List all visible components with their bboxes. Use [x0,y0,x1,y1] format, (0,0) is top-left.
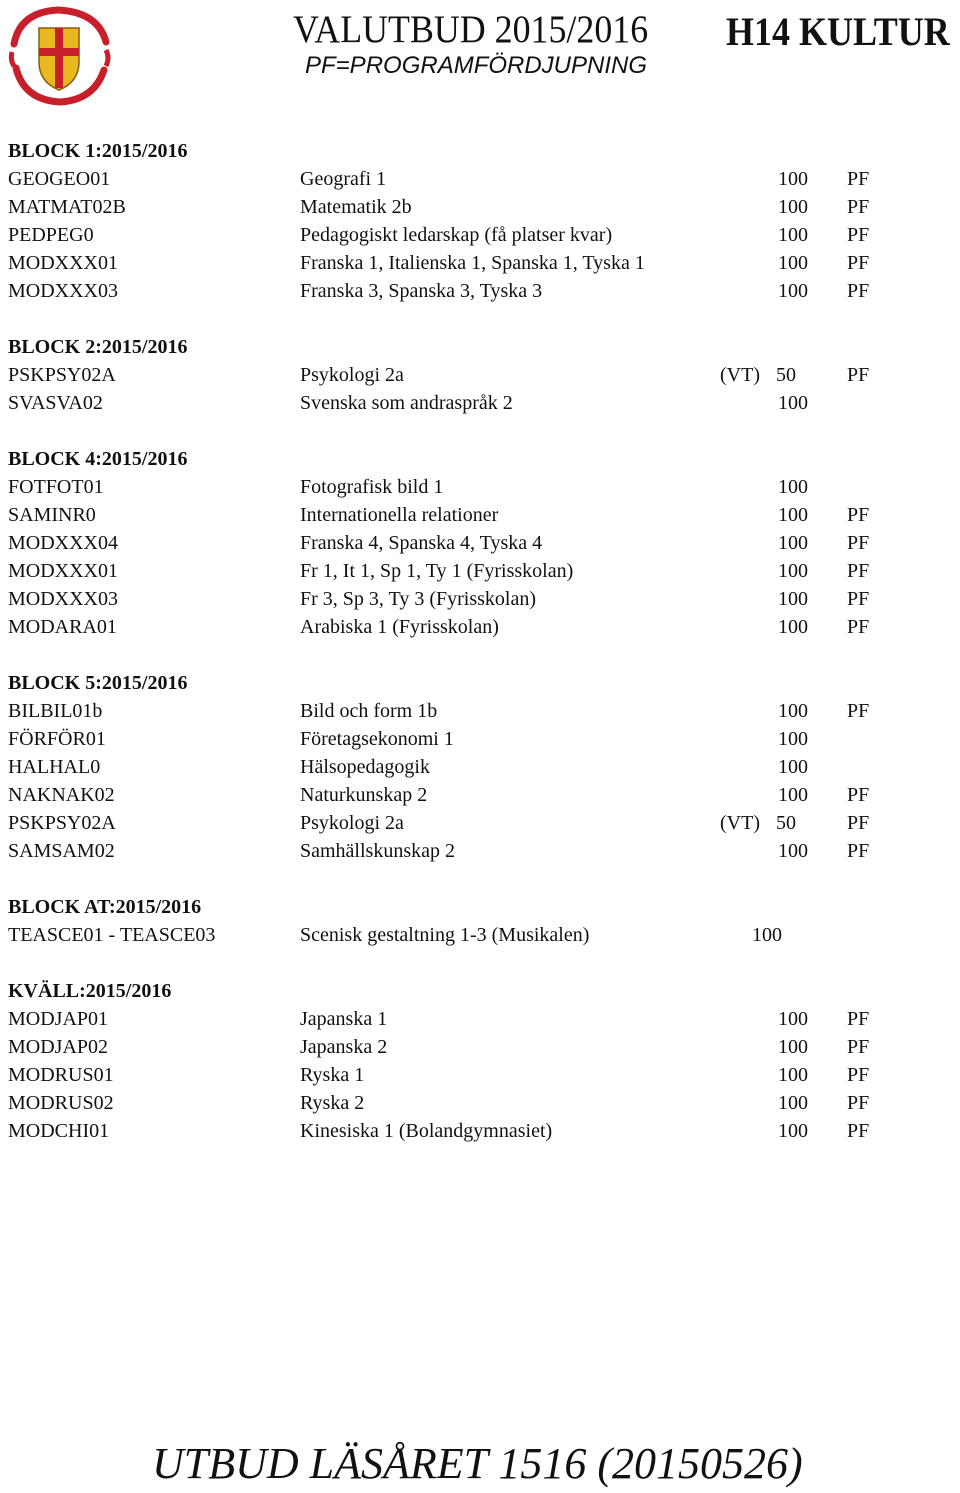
course-name: Svenska som andraspråk 2 [300,392,513,414]
course-name: Franska 4, Spanska 4, Tyska 4 [300,532,543,554]
program-label: H14 KULTUR [726,9,950,54]
block-title: KVÄLL:2015/2016 [8,980,172,1002]
course-row [0,165,960,193]
course-name: Arabiska 1 (Fyrisskolan) [300,616,499,638]
course-code: TEASCE01 - TEASCE03 [8,924,216,946]
course-code: MODXXX03 [8,588,118,610]
course-name: Fotografisk bild 1 [300,476,444,498]
block-title: BLOCK 2:2015/2016 [8,336,188,358]
course-points: 100 [778,224,808,246]
course-row [0,249,960,277]
course-name: Psykologi 2a [300,364,404,386]
pf-legend: PF=PROGRAMFÖRDJUPNING [305,52,648,79]
pf-marker: PF [847,280,870,302]
pf-marker: PF [847,364,870,386]
course-points: 100 [778,504,808,526]
course-row [0,1033,960,1061]
course-name: Fr 1, It 1, Sp 1, Ty 1 (Fyrisskolan) [300,560,574,582]
course-points: 100 [778,756,808,778]
course-code: MODXXX04 [8,532,118,554]
course-name: Samhällskunskap 2 [300,840,455,862]
course-row [0,921,960,949]
course-row [0,809,960,837]
course-blocks [0,137,960,1173]
course-row [0,585,960,613]
course-points: 100 [778,1036,808,1058]
course-row [0,277,960,305]
course-row [0,473,960,501]
pf-marker: PF [847,1120,870,1142]
pf-marker: PF [847,1036,870,1058]
course-row [0,837,960,865]
course-code: HALHAL0 [8,756,101,778]
course-points: 100 [778,1092,808,1114]
term-note: (VT) [720,364,760,386]
course-row [0,193,960,221]
course-row [0,361,960,389]
course-code: FÖRFÖR01 [8,728,106,750]
block-kvall [0,977,960,1145]
course-code: PSKPSY02A [8,364,116,386]
course-code: SVASVA02 [8,392,103,414]
course-name: Fr 3, Sp 3, Ty 3 (Fyrisskolan) [300,588,537,610]
course-row [0,221,960,249]
course-name: Kinesiska 1 (Bolandgymnasiet) [300,1120,553,1142]
course-points: 100 [778,840,808,862]
course-code: MODXXX03 [8,280,118,302]
pf-marker: PF [847,1092,870,1114]
pf-marker: PF [847,1008,870,1030]
course-points: 100 [778,168,808,190]
course-row [0,501,960,529]
course-name: Pedagogiskt ledarskap (få platser kvar) [300,224,613,246]
course-row [0,697,960,725]
course-row [0,753,960,781]
block-title: BLOCK AT:2015/2016 [8,896,202,918]
pf-marker: PF [847,616,870,638]
course-code: SAMINR0 [8,504,96,526]
pf-marker: PF [847,560,870,582]
course-points: 100 [778,476,808,498]
course-row [0,389,960,417]
course-points: 100 [778,392,808,414]
course-points: 100 [778,784,808,806]
course-points: 100 [778,1120,808,1142]
course-code: MODRUS02 [8,1092,114,1114]
pf-marker: PF [847,840,870,862]
course-code: SAMSAM02 [8,840,115,862]
course-points: 100 [778,560,808,582]
course-name: Ryska 1 [300,1064,365,1086]
course-row [0,1117,960,1145]
page-title: VALUTBUD 2015/2016 [293,8,649,51]
course-points: 100 [778,252,808,274]
course-row [0,725,960,753]
pf-marker: PF [847,700,870,722]
course-points: 100 [778,616,808,638]
pf-marker: PF [847,224,870,246]
course-name: Ryska 2 [300,1092,365,1114]
block-4 [0,445,960,641]
pf-marker: PF [847,252,870,274]
course-name: Hälsopedagogik [300,756,430,778]
course-code: PSKPSY02A [8,812,116,834]
pf-marker: PF [847,532,870,554]
block-5 [0,669,960,865]
course-row [0,1089,960,1117]
course-code: PEDPEG0 [8,224,94,246]
course-points: 100 [778,1064,808,1086]
course-name: Företagsekonomi 1 [300,728,454,750]
course-points: 100 [752,924,782,946]
course-points: 50 [776,812,796,834]
course-points: 100 [778,1008,808,1030]
course-points: 100 [778,196,808,218]
school-seal-logo [6,4,112,108]
course-name: Naturkunskap 2 [300,784,428,806]
course-code: MODCHI01 [8,1120,110,1142]
term-note: (VT) [720,812,760,834]
course-code: MODRUS01 [8,1064,114,1086]
course-row [0,613,960,641]
course-code: MODXXX01 [8,560,118,582]
course-name: Scenisk gestaltning 1-3 (Musikalen) [300,924,590,946]
course-name: Japanska 2 [300,1036,388,1058]
course-code: MODJAP01 [8,1008,109,1030]
block-title: BLOCK 1:2015/2016 [8,140,188,162]
course-points: 100 [778,728,808,750]
pf-marker: PF [847,504,870,526]
course-code: NAKNAK02 [8,784,115,806]
course-code: MODXXX01 [8,252,118,274]
course-name: Bild och form 1b [300,700,438,722]
course-code: MATMAT02B [8,196,126,218]
course-name: Internationella relationer [300,504,499,526]
course-code: BILBIL01b [8,700,103,722]
course-points: 100 [778,280,808,302]
course-code: MODJAP02 [8,1036,109,1058]
course-points: 100 [778,588,808,610]
course-row [0,1005,960,1033]
pf-marker: PF [847,812,870,834]
course-name: Matematik 2b [300,196,412,218]
course-name: Franska 3, Spanska 3, Tyska 3 [300,280,543,302]
course-row [0,557,960,585]
course-row [0,1061,960,1089]
course-name: Geografi 1 [300,168,387,190]
course-code: GEOGEO01 [8,168,111,190]
course-code: FOTFOT01 [8,476,104,498]
footer-title: UTBUD LÄSÅRET 1516 (20150526) [152,1439,803,1488]
course-name: Japanska 1 [300,1008,388,1030]
course-code: MODARA01 [8,616,117,638]
block-title: BLOCK 4:2015/2016 [8,448,188,470]
block-1 [0,137,960,305]
pf-marker: PF [847,1064,870,1086]
pf-marker: PF [847,588,870,610]
course-points: 100 [778,532,808,554]
course-name: Psykologi 2a [300,812,404,834]
pf-marker: PF [847,196,870,218]
course-points: 100 [778,700,808,722]
pf-marker: PF [847,784,870,806]
block-2 [0,333,960,417]
block-at [0,893,960,949]
pf-marker: PF [847,168,870,190]
course-row [0,529,960,557]
course-row [0,781,960,809]
course-points: 50 [776,364,796,386]
block-title: BLOCK 5:2015/2016 [8,672,188,694]
course-name: Franska 1, Italienska 1, Spanska 1, Tyska 1 [300,252,645,274]
